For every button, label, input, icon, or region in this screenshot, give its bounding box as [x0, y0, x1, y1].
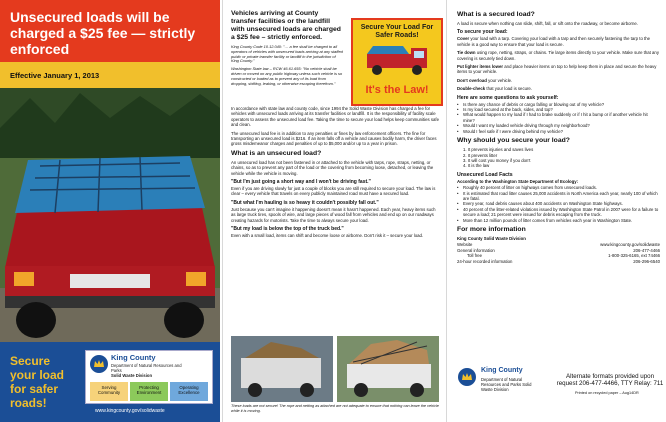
list-item: • More than 12 million pounds of litter comes from vehicles each year in Washington State. [457, 218, 660, 223]
contact-row-website: Website www.kingcounty.gov/solidwaste [457, 242, 660, 248]
contact-row-recorded: 24-hour recorded information 206-296-6540 [457, 258, 660, 264]
heading-facts: Unsecured Load Facts [457, 171, 513, 178]
truck-photo [0, 88, 220, 342]
myth-2-heading: "But what I'm hauling is so heavy it couldn't possibly fall out." [231, 199, 379, 206]
heading-why-secure: Why should you secure your load? [457, 137, 570, 145]
value-chips [90, 382, 208, 401]
secure-heading: Secure your load for safer roads! [10, 354, 65, 410]
question-list [457, 102, 660, 134]
secured-definition: A load is secure when nothing can slide, shift, fall, or sift onto the roadway, or become airborne. [457, 21, 638, 26]
paragraph-definition: An unsecured load has not been fastened in or attached to the vehicle with tarps, rope, straps, netting, or chains, so as to prevent any part of the load or the covering from becoming loose, detached, or leaving the vehicle while the vehicle is moving. [231, 159, 434, 176]
heading-questions: Here are some questions to ask yourself: [457, 94, 559, 101]
list-item: 2. It prevents litter [463, 152, 498, 158]
myth-2-answer: Just because you can't imagine it happening doesn't mean it hasn't happened. Each year, heavy items such as large truck tires, spools of wire, and large pieces of wood fall from vehicles and end up on our roadways creating hazards for motorists. Take the time to always secure your load. [231, 206, 436, 223]
lead-statement: Vehicles arriving at County transfer facilities or the landfill with unsecured loads are charged a $25 fee – strictly enforced. [231, 10, 341, 41]
facts-source: According to the Washington State Department of Ecology: [457, 178, 579, 184]
step-dont-overload: Don't overload your vehicle. [457, 77, 513, 83]
paragraph-history: In accordance with state law and county code, since 1994 the Solid Waste Division has charged a fee for vehicles with unsecured loads arriving at its transfer facilities or landfill. It is the responsibility of facility scale operators to assess the unsecured load fee. Taking the time to secure your load helps keep communities safe and clean. [231, 106, 439, 128]
list-item: • It is estimated that road litter causes 25,000 accidents in North America each year, nearly 100 of which are fatal. [457, 191, 660, 202]
king-county-logo-box [85, 350, 213, 404]
step-lighter-lower: Put lighter items lower and place heavier items on top to help keep them in place and secure the heavy items to your vehicle. [457, 64, 657, 75]
website-link[interactable]: www.kingcounty.gov/solidwaste [600, 242, 660, 248]
logo-name: King County [481, 367, 523, 374]
list-item: 3. It will cost you money if you don't [463, 157, 531, 163]
headline: Unsecured loads will be charged a $25 fee — strictly enforced [0, 0, 220, 62]
website-link[interactable]: www.kingcounty.gov/solidwaste [95, 408, 165, 414]
cover-footer [0, 342, 220, 422]
unsecured-loads-photos [231, 336, 439, 402]
logo-name: King County [111, 353, 156, 362]
state-law-quote: Washington State law – RCW 46.61.655: "No vehicle shall be driven or moved on any public highway unless such vehicle is so constructed or loaded as to prevent any of its load from dropping, shifting, leaking, or otherwise escaping therefrom." [231, 66, 343, 86]
its-the-law-badge [351, 18, 443, 106]
list-item: • 40 percent of the litter-related violations issued by Washington State Patrol in 2007 were for a failure to secure a load; 21 percent were issued for debris escaping from the truck. [457, 207, 660, 218]
myth-1-heading: "But I'm just going a short way and I won't be driving fast." [231, 179, 371, 186]
list-item: • Roughly 40 percent of litter on highways comes from unsecured loads. [457, 185, 660, 190]
list-item: • What would happen to my load if I had to brake suddenly or if I hit a bump or if another vehicle hit mine? [457, 112, 660, 123]
list-item: • Is my load secured at the back, sides, and top? [457, 107, 660, 112]
list-item: • Every year, road debris causes about 400 accidents on Washington State highways. [457, 201, 660, 206]
badge-title: Secure Your Load For Safer Roads! [360, 24, 434, 39]
paragraph-penalties: The unsecured load fee is in addition to any penalties or fines by law enforcement officers. The fine for transporting an unsecured load is $216. If an item falls off a vehicle and causes bodily harm, the driver faces gross misdemeanor charges and penalties of up to $5,000 and/or up to a year in prison. [231, 130, 437, 147]
contact-row-general: General information 206-477-4466 [457, 247, 660, 253]
chip-environment: Protecting Environment [130, 382, 168, 401]
heading-what-is-unsecured: What is an unsecured load? [231, 149, 322, 157]
cover-panel [0, 0, 220, 422]
logo-dept: Department of Natural Resources and Parks Solid Waste Division [481, 377, 532, 392]
king-county-crown-icon [89, 354, 109, 374]
chip-excellence: Operating Excellence [170, 382, 208, 401]
heading-more-info: For more information [457, 225, 526, 233]
myth-3-heading: "But my load is below the top of the truck bed." [231, 226, 344, 233]
heading-to-secure: To secure your load: [457, 29, 508, 36]
contact-row-tollfree: Toll free 1-800-325-6165, ext 74466 [467, 253, 660, 259]
badge-law-text: It's the Law! [365, 84, 429, 96]
photo-caption: These loads are not secure! The rope and netting as attached are not adequate to ensure that nothing can leave the vehicle while it is moving. [231, 404, 439, 413]
list-item: • Would I want my loaded vehicle driving through my neighborhood? [457, 123, 660, 128]
list-item: 1. It prevents injuries and saves lives [463, 147, 534, 153]
list-item: 4. It is the law [463, 163, 490, 169]
step-double-check: Double-check that your load is secure. [457, 86, 533, 92]
reasons-list [457, 147, 660, 169]
myth-1-answer: Even if you are driving slowly for just a couple of blocks you are still required to secure your load. The law is clear – every vehicle that travels on every publicly maintained road must have a secured load. [231, 186, 436, 197]
fold-divider [222, 0, 223, 422]
recycled-paper-note: Printed on recycled paper – Aug14DR [575, 391, 639, 395]
inside-panel [225, 0, 445, 422]
intro-text [231, 10, 343, 89]
fold-divider-2 [446, 0, 447, 422]
heading-secured-load: What is a secured load? [457, 11, 535, 18]
info-panel [449, 0, 666, 422]
truck-illustration [0, 88, 220, 342]
alternate-formats: Alternate formats provided upon request 206-477-4466, TTY Relay: 711 [556, 373, 664, 388]
king-county-crown-icon [457, 367, 477, 387]
county-code-quote: King County Code 10.12.040: "… a fee shall be charged to all operators of vehicles with unsecured loads arriving at any staffed public or private transfer facility or landfill in the jurisdiction of King County." [231, 44, 343, 64]
logo-dept: Department of Natural Resources and Parks Solid Waste Division [111, 363, 182, 378]
chip-community: Serving Community [90, 382, 128, 401]
list-item: • Would I feel safe if I were driving behind my vehicle? [457, 129, 660, 134]
intro-block [231, 10, 439, 106]
myth-3-answer: Even with a small load, items can shift and become loose or airborne. Don't risk it – secure your load. [231, 233, 424, 239]
contact-org: King County Solid Waste Division [457, 235, 526, 241]
facts-list [457, 185, 660, 223]
step-tie-down: Tie down using rope, netting, straps, or chains. Tie large items directly to your vehicle. Make sure that any covering is securely tied down. [457, 50, 659, 61]
step-cover: Cover your load with a tarp. Covering your load with a tarp and then securely fastening the tarp to the vehicle is a good way to ensure that your load is secure. [457, 36, 651, 47]
effective-date: Effective January 1, 2013 [0, 62, 220, 88]
list-item: • Is there any chance of debris or cargo falling or blowing out of my vehicle? [457, 102, 660, 107]
truck-icon [353, 42, 441, 82]
